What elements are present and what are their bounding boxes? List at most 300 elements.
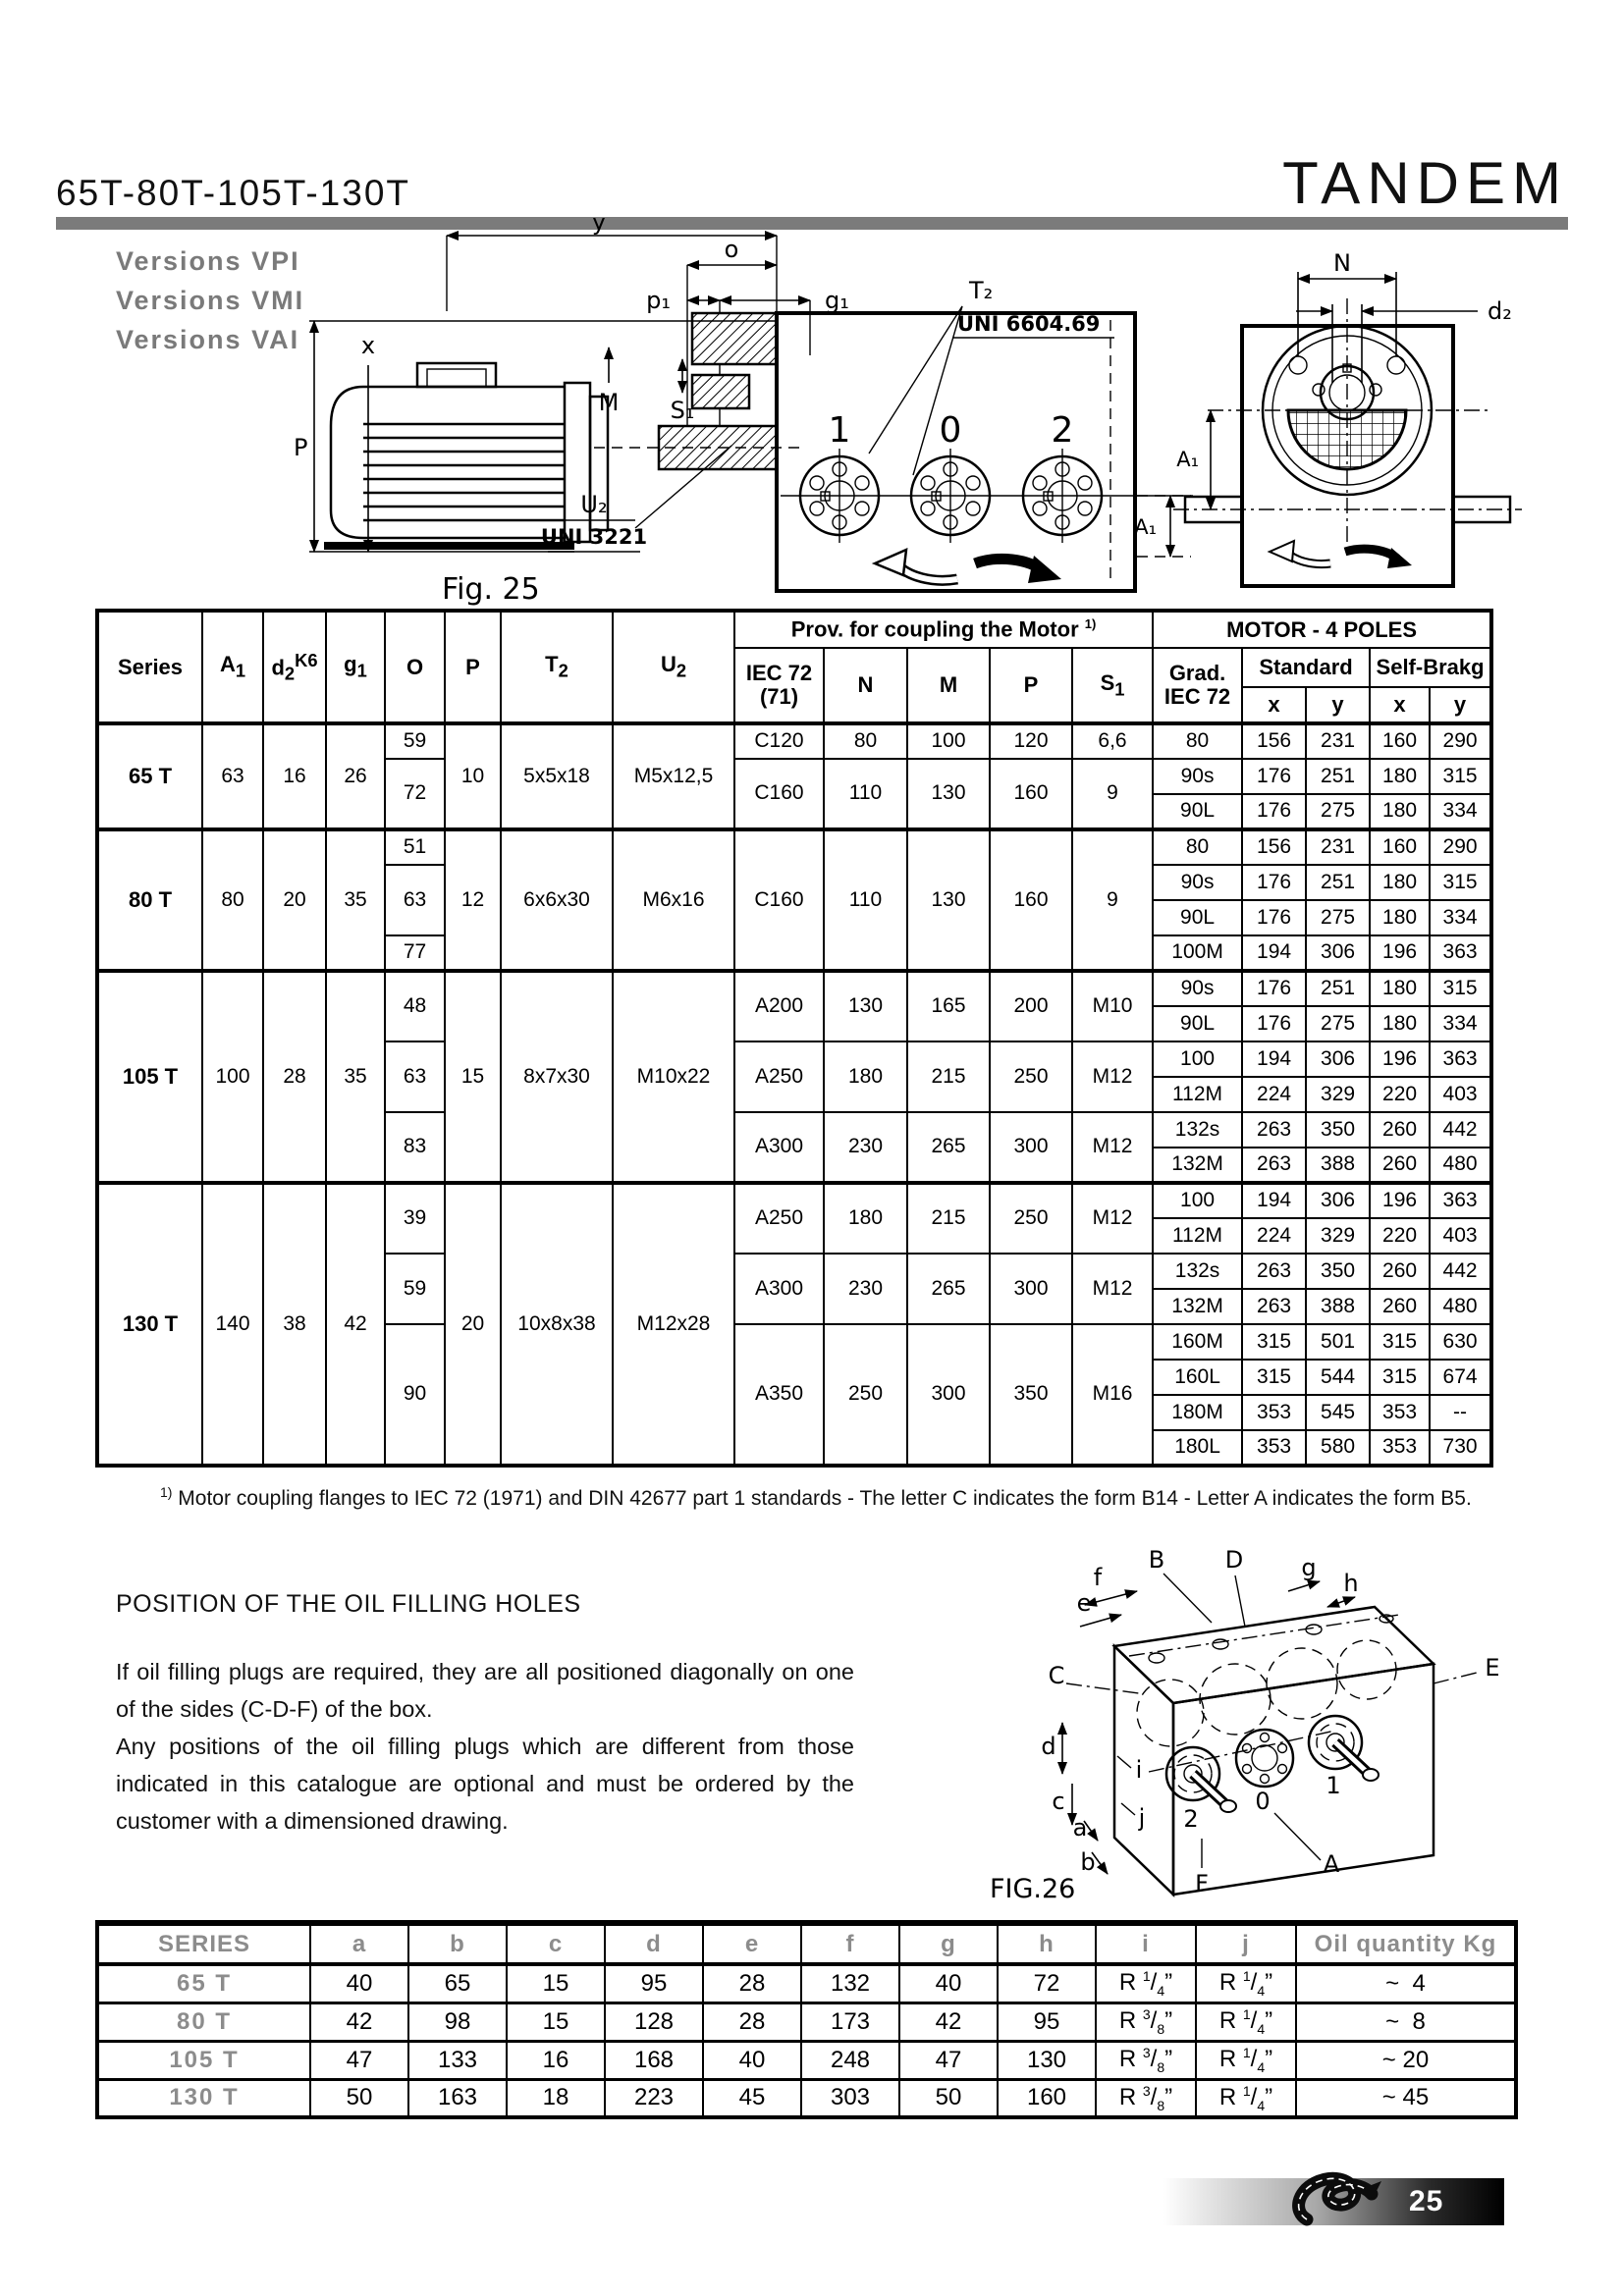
main-table-cell: 180 [1370,759,1430,794]
dim-table-cell: ~ 45 [1296,2079,1516,2117]
dim-table-cell: 133 [408,2041,507,2079]
main-table-cell: 300 [990,1112,1072,1183]
col-header-sb-x: x [1370,687,1430,723]
fig26-pos-1: 1 [1325,1772,1341,1799]
main-table-cell: -- [1430,1395,1491,1430]
dim-h-label: h [1343,1570,1359,1597]
dim-table-cell: 105 T [97,2041,310,2079]
dim-table-cell: 28 [703,1964,801,2002]
main-table-cell: 160 [990,829,1072,971]
main-table-cell: 334 [1430,1006,1491,1041]
dim-table-body [97,1923,1516,2117]
face-a-label: A [1323,1850,1340,1878]
main-table-cell: 442 [1430,1112,1491,1148]
col-header-series: Series [97,611,202,723]
main-table-cell: 20 [445,1183,501,1466]
main-table-cell: 15 [445,971,501,1183]
main-table-header [97,611,1491,723]
dim-table-cell: ~ 20 [1296,2041,1516,2079]
main-table-cell: M10x22 [613,971,734,1183]
dim-table-cell: 95 [998,2002,1096,2041]
footnote-marker: 1) [160,1484,173,1500]
main-table-cell: 8x7x30 [501,971,613,1183]
dim-table-cell: 45 [703,2079,801,2117]
main-table-cell: 90s [1153,759,1242,794]
main-table-cell: 353 [1370,1395,1430,1430]
main-table-cell: 353 [1242,1430,1306,1466]
main-table-cell: 200 [990,971,1072,1041]
col-header-iec72: IEC 72 (71) [734,648,824,723]
main-table-cell: 315 [1370,1324,1430,1360]
main-table-cell: M12 [1072,1112,1153,1183]
main-table-cell: 16 [263,723,326,829]
main-table-body [97,723,1491,1466]
fig26-pos-2: 2 [1183,1805,1199,1833]
main-table-cell: 329 [1306,1077,1370,1112]
main-table-cell: 176 [1242,971,1306,1006]
main-table-cell: 363 [1430,1041,1491,1077]
dim-table-cell: h [998,1923,1096,1964]
dim-table-cell: 173 [801,2002,899,2041]
main-table-cell: 315 [1242,1360,1306,1395]
main-table-cell: 231 [1306,829,1370,865]
oil-paragraph-2: Any positions of the oil filling plugs which are different from those indicated in this catalogue are optional and must be ordered by the customer with a dimensioned drawing. [116,1734,854,1834]
main-table-cell: 251 [1306,865,1370,900]
main-table-cell: 110 [824,829,907,971]
main-table-cell: 9 [1072,759,1153,829]
main-table-cell: 72 [385,759,445,829]
main-table-cell: 6x6x30 [501,829,613,971]
dim-table-cell: 168 [605,2041,703,2079]
u2-standard-label: UNI 3221 [540,525,648,549]
main-table-cell: 250 [990,1183,1072,1254]
main-table-cell: 90L [1153,794,1242,829]
dim-table-cell: b [408,1923,507,1964]
fig25-coupling [594,313,800,469]
main-table-cell: 674 [1430,1360,1491,1395]
table-row [97,2002,1516,2041]
dim-table-cell: 42 [310,2002,408,2041]
dim-table-cell: 163 [408,2079,507,2117]
dim-table-cell: d [605,1923,703,1964]
main-table-cell: 388 [1306,1289,1370,1324]
fig26-leaders [1041,1546,1499,1897]
main-table-cell: 353 [1242,1395,1306,1430]
fig26-pos-0: 0 [1255,1788,1271,1815]
main-table-cell: 442 [1430,1254,1491,1289]
main-table-cell: 260 [1370,1112,1430,1148]
table-row [97,1183,1491,1218]
main-table-cell: 350 [1306,1112,1370,1148]
dim-table-cell: 50 [899,2079,998,2117]
t2-label: T₂ [969,277,994,304]
dim-table-cell: SERIES [97,1923,310,1964]
main-table-cell: 156 [1242,829,1306,865]
dim-table-cell: 28 [703,2002,801,2041]
main-table-cell: 132M [1153,1148,1242,1183]
main-table-cell: 180 [1370,900,1430,935]
main-table-cell: 260 [1370,1148,1430,1183]
main-table-cell: M16 [1072,1324,1153,1466]
main-table-cell: 180 [824,1183,907,1254]
fig26-caption: FIG.26 [990,1874,1076,1904]
main-table-cell: 306 [1306,1041,1370,1077]
main-table-cell: 315 [1430,759,1491,794]
col-header-standard: Standard [1242,648,1370,687]
dim-x-label: x [360,332,376,359]
group-header-motor: MOTOR - 4 POLES [1153,611,1491,648]
col-header-m: M [907,648,990,723]
dim-table-cell: 15 [507,1964,605,2002]
fig25-dimensions [447,218,849,439]
col-header-s1: $S_1$ [1072,648,1153,723]
footer-bar [1163,2178,1504,2225]
face-c-label: C [1048,1662,1065,1689]
dim-table-cell: ~ 4 [1296,1964,1516,2002]
main-table-cell: 176 [1242,865,1306,900]
main-table-cell: 120 [990,723,1072,759]
main-table-cell: 388 [1306,1148,1370,1183]
main-table-cell: 100 [202,971,263,1183]
main-table-cell: 403 [1430,1077,1491,1112]
main-table-cell: 176 [1242,1006,1306,1041]
dim-p-label: P [294,434,308,461]
main-table-cell: 26 [326,723,385,829]
dim-s1-label: S₁ [670,397,695,424]
u2-label: U₂ [580,491,608,518]
dim-m-label: M [598,389,620,416]
main-table-cell: 306 [1306,1183,1370,1218]
main-table-cell: 480 [1430,1148,1491,1183]
dim-p1-label: p₁ [646,287,671,314]
face-f-label: F [1195,1870,1209,1897]
main-table-cell: 334 [1430,794,1491,829]
main-table-cell: 260 [1370,1254,1430,1289]
main-table-cell: 250 [824,1324,907,1466]
main-table-cell: 194 [1242,935,1306,971]
main-table-cell: 90 [385,1324,445,1466]
dim-table-cell: 303 [801,2079,899,2117]
dim-table-cell: 40 [703,2041,801,2079]
main-table-cell: 112M [1153,1077,1242,1112]
main-table-cell: 132M [1153,1289,1242,1324]
main-table-cell: 63 [385,1041,445,1112]
dim-table-cell: 47 [899,2041,998,2079]
main-table-cell: 176 [1242,759,1306,794]
main-table-cell: 130 [907,829,990,971]
page-title: 65T-80T-105T-130T [56,173,411,213]
fig25-motor [324,363,608,550]
main-table-cell: 544 [1306,1360,1370,1395]
dim-i-label: i [1135,1756,1143,1784]
face-d-label: D [1224,1546,1244,1574]
dimensions-motor-table [95,609,1493,1468]
table-row [97,1923,1516,1964]
main-table-cell: 80 [1153,829,1242,865]
main-table-cell: 353 [1370,1430,1430,1466]
main-table-cell: 180 [1370,865,1430,900]
main-table-cell: 329 [1306,1218,1370,1254]
main-table-cell: M10 [1072,971,1153,1041]
oil-paragraph-1: If oil filling plugs are required, they are all positioned diagonally on one of the sides (C-D-F) of the box. [116,1659,854,1722]
dim-table-cell: 42 [899,2002,998,2041]
main-table-cell: A300 [734,1112,824,1183]
dim-table-cell: 95 [605,1964,703,2002]
main-table-cell: 730 [1430,1430,1491,1466]
main-table-cell: 80 [202,829,263,971]
main-table-cell: 363 [1430,935,1491,971]
main-table-cell: 251 [1306,759,1370,794]
main-table-cell: 100M [1153,935,1242,971]
main-table-cell: 42 [326,1183,385,1466]
main-table-cell: A250 [734,1183,824,1254]
version-vai: Versions VAI [116,325,300,354]
main-table-cell: 580 [1306,1430,1370,1466]
oil-section-title: POSITION OF THE OIL FILLING HOLES [116,1590,581,1618]
col-header-std-y: y [1306,687,1370,723]
dim-e-label: e [1076,1589,1092,1617]
main-table-cell: 230 [824,1254,907,1324]
main-table-cell: M5x12,5 [613,723,734,829]
main-table-cell: 9 [1072,829,1153,971]
main-table-cell: 180L [1153,1430,1242,1466]
main-table-cell: 160 [1370,829,1430,865]
main-table-cell: 315 [1370,1360,1430,1395]
main-table-cell: 180 [1370,971,1430,1006]
main-table-cell: A350 [734,1324,824,1466]
dim-table-cell: Oil quantity Kg [1296,1923,1516,1964]
main-table-cell: 80 [824,723,907,759]
col-header-selfbrake: Self-Brakg [1370,648,1491,687]
main-table-cell: 300 [907,1324,990,1466]
main-table-cell: C160 [734,759,824,829]
dim-table-cell: c [507,1923,605,1964]
main-table-cell: 176 [1242,900,1306,935]
main-table-cell: 77 [385,935,445,971]
fig26-flange-1 [1309,1716,1379,1781]
main-table-cell: 300 [990,1254,1072,1324]
main-table-cell: M12 [1072,1254,1153,1324]
page-number: 25 [1409,2185,1444,2217]
dim-table-cell: 18 [507,2079,605,2117]
main-table-cell: 196 [1370,935,1430,971]
main-table-cell: 5x5x18 [501,723,613,829]
main-table-cell: 51 [385,829,445,865]
main-table-cell: 315 [1242,1324,1306,1360]
face-e-label: E [1485,1654,1500,1682]
main-table-cell: 140 [202,1183,263,1466]
dim-table-cell: 80 T [97,2002,310,2041]
main-table-cell: 350 [1306,1254,1370,1289]
col-header-o: O [385,611,445,723]
main-table-cell: 130 T [97,1183,202,1466]
main-table-cell: 230 [824,1112,907,1183]
dim-table-cell: R $^3/_8$” [1096,2002,1196,2041]
main-table-cell: A300 [734,1254,824,1324]
dim-y-label: y [591,218,607,236]
dim-table-cell: 65 [408,1964,507,2002]
dim-table-cell: 65 T [97,1964,310,2002]
dim-table-cell: 15 [507,2002,605,2041]
table-row [97,829,1491,865]
dim-a-label: a [1072,1814,1088,1842]
face-b-label: B [1148,1546,1165,1574]
main-table-cell: M12 [1072,1041,1153,1112]
main-table-cell: 224 [1242,1077,1306,1112]
main-table-cell: 20 [263,829,326,971]
version-vpi: Versions VPI [116,246,300,276]
col-header-a1: $A_1$ [202,611,263,723]
dim-table-cell: 130 T [97,2079,310,2117]
dim-table-cell: a [310,1923,408,1964]
position-2-label: 2 [1051,410,1074,451]
dim-table-cell: 223 [605,2079,703,2117]
dim-table-cell: 160 [998,2079,1096,2117]
main-table-cell: 10 [445,723,501,829]
fig26-drawing [982,1536,1623,1914]
main-table-cell: 275 [1306,1006,1370,1041]
col-header-sb-y: y [1430,687,1491,723]
col-header-g1: $g_1$ [326,611,385,723]
main-table-cell: 630 [1430,1324,1491,1360]
fig26-flange-0 [1236,1730,1293,1787]
col-header-t2: $T_2$ [501,611,613,723]
main-table-cell: 194 [1242,1041,1306,1077]
dim-g1-label: g₁ [825,287,849,314]
dim-table-cell: 40 [310,1964,408,2002]
main-table-cell: 63 [385,865,445,935]
dim-j-label: j [1138,1804,1146,1832]
dim-d2-label: d₂ [1488,297,1512,325]
main-table-cell: 265 [907,1112,990,1183]
dim-table-cell: R $^3/_8$” [1096,2041,1196,2079]
main-table-cell: 100 [907,723,990,759]
dim-table-cell: 132 [801,1964,899,2002]
dim-f-label: f [1093,1564,1103,1591]
main-table-cell: 231 [1306,723,1370,759]
table-row [97,723,1491,759]
dim-table-cell: 16 [507,2041,605,2079]
dim-table-cell: R $^1/_4$” [1196,2041,1296,2079]
footnote-text: Motor coupling flanges to IEC 72 (1971) and DIN 42677 part 1 standards - The letter C indicates the form B14 - Letter A indicates the form B5. [172,1487,1472,1510]
main-table-cell: 90s [1153,865,1242,900]
main-table-cell: 90L [1153,900,1242,935]
dim-table-cell: i [1096,1923,1196,1964]
dim-table-cell: R $^1/_4$” [1196,1964,1296,2002]
version-vmi: Versions VMI [116,286,305,315]
dim-table-cell: e [703,1923,801,1964]
main-table-cell: 38 [263,1183,326,1466]
col-header-p: P [445,611,501,723]
dim-a1-label: A₁ [1134,515,1157,539]
main-table-cell: 215 [907,1041,990,1112]
main-table-cell: M6x16 [613,829,734,971]
dim-table-cell: R $^3/_8$” [1096,2079,1196,2117]
main-table-cell: 160 [1370,723,1430,759]
main-table-cell: 160M [1153,1324,1242,1360]
fig25-drawing [270,218,1576,611]
dim-table-cell: 50 [310,2079,408,2117]
main-table-cell: 65 T [97,723,202,829]
main-table-cell: 63 [202,723,263,829]
main-table-cell: 48 [385,971,445,1041]
dim-a1-end-label: A₁ [1176,448,1199,471]
t2-standard-label: UNI 6604.69 [957,312,1101,336]
table-row [97,1964,1516,2002]
col-header-p2: P [990,648,1072,723]
dim-o-label: o [724,236,739,263]
main-table-cell: 160L [1153,1360,1242,1395]
dim-table-cell: R $^1/_4$” [1196,2002,1296,2041]
main-table-cell: 306 [1306,935,1370,971]
main-table-cell: 132s [1153,1254,1242,1289]
main-table-cell: 501 [1306,1324,1370,1360]
col-header-grad: Grad. IEC 72 [1153,648,1242,723]
dim-c-label: c [1052,1788,1065,1815]
main-table-cell: 100 [1153,1041,1242,1077]
dim-table-cell: 248 [801,2041,899,2079]
main-table-cell: 110 [824,759,907,829]
main-table-cell: C160 [734,829,824,971]
dim-table-cell: R $^1/_4$” [1196,2079,1296,2117]
dim-table-cell: f [801,1923,899,1964]
main-table-cell: 363 [1430,1183,1491,1218]
col-header-u2: $U_2$ [613,611,734,723]
main-table-cell: 196 [1370,1041,1430,1077]
main-table-cell: 160 [990,759,1072,829]
main-table-cell: 180 [1370,1006,1430,1041]
main-table-cell: 59 [385,723,445,759]
dim-table-cell: 47 [310,2041,408,2079]
main-table-cell: 12 [445,829,501,971]
dim-table-cell: 98 [408,2002,507,2041]
fig25-caption: Fig. 25 [442,572,540,607]
fig25-end-view [1173,249,1522,586]
main-table-cell: 80 [1153,723,1242,759]
main-table-cell: 132s [1153,1112,1242,1148]
fig26-flange-2 [1166,1747,1236,1812]
dim-n-label: N [1333,249,1351,277]
table-row [97,971,1491,1006]
main-table-cell: 251 [1306,971,1370,1006]
fig25-gearbox-side [777,313,1193,591]
brand-logo-text: TANDEM [1282,150,1568,216]
main-table-cell: 220 [1370,1218,1430,1254]
main-table-cell: 196 [1370,1183,1430,1218]
main-table-cell: 180M [1153,1395,1242,1430]
dim-d-label: d [1041,1733,1056,1760]
main-table-cell: 39 [385,1183,445,1254]
main-table-cell: 130 [907,759,990,829]
main-table-cell: 165 [907,971,990,1041]
dim-table-cell: ~ 8 [1296,2002,1516,2041]
group-header-coupling: Prov. for coupling the Motor $^{1)}$ [734,611,1153,648]
main-table-cell: 156 [1242,723,1306,759]
dim-table-cell: j [1196,1923,1296,1964]
main-table-cell: 35 [326,971,385,1183]
main-table-cell: 112M [1153,1218,1242,1254]
col-header-n: N [824,648,907,723]
oil-section-text [116,1653,854,1840]
fig25-a1-dim [1134,496,1191,557]
position-0-label: 0 [939,410,962,451]
main-table-cell: 90L [1153,1006,1242,1041]
fig26-box [1114,1607,1434,1895]
main-table-cell: C120 [734,723,824,759]
main-table-cell: 59 [385,1254,445,1324]
main-table-cell: 80 T [97,829,202,971]
main-table-cell: 130 [824,971,907,1041]
